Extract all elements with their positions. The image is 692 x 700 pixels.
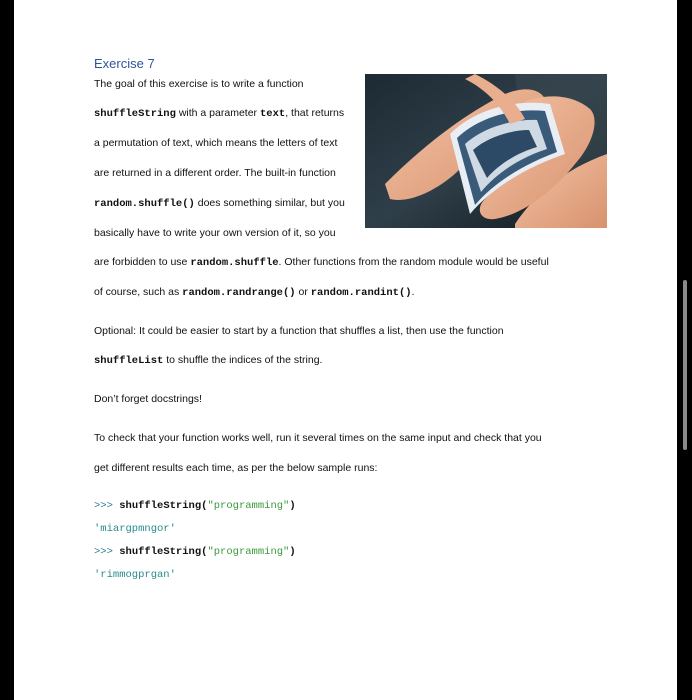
docstrings-note: Don’t forget docstrings! [94, 393, 202, 405]
paragraph-line: basically have to write your own version of it, so you [94, 227, 336, 239]
optional-line: Optional: It could be easier to start by a function that shuffles a list, then use the function [94, 325, 504, 337]
hands-shuffling-cards-image [365, 74, 607, 228]
paragraph-line: of course, such as random.randrange() or random.randint(). [94, 286, 415, 299]
code-shufflelist: shuffleList [94, 355, 164, 367]
code-random-shuffle: random.shuffle [190, 257, 279, 269]
code-randint: random.randint() [310, 287, 412, 299]
paragraph-line: The goal of this exercise is to write a function [94, 78, 304, 90]
code-random-shuffle: random.shuffle() [94, 198, 195, 210]
check-line: get different results each time, as per the below sample runs: [94, 462, 378, 474]
paragraph-line: are forbidden to use random.shuffle. Other functions from the random module would be useful [94, 256, 549, 269]
sample-run-input: >>> shuffleString("programming") [94, 546, 296, 558]
paragraph-line: a permutation of text, which means the letters of text [94, 137, 338, 149]
code-randrange: random.randrange() [182, 287, 296, 299]
code-shufflestring: shuffleString [94, 108, 176, 120]
paragraph-line: are returned in a different order. The built-in function [94, 167, 336, 179]
sample-run-output: 'miargpmngor' [94, 523, 176, 535]
scrollbar[interactable] [683, 280, 687, 450]
paragraph-line: shuffleString with a parameter text, that returns [94, 107, 345, 120]
paragraph-line: random.shuffle() does something similar, but you [94, 197, 345, 210]
optional-line: shuffleList to shuffle the indices of the string. [94, 354, 323, 367]
sample-run-output: 'rimmogprgan' [94, 569, 176, 581]
code-text: text [259, 108, 286, 120]
check-line: To check that your function works well, run it several times on the same input and check that you [94, 432, 542, 444]
exercise-title: Exercise 7 [94, 56, 155, 71]
sample-run-input: >>> shuffleString("programming") [94, 500, 296, 512]
